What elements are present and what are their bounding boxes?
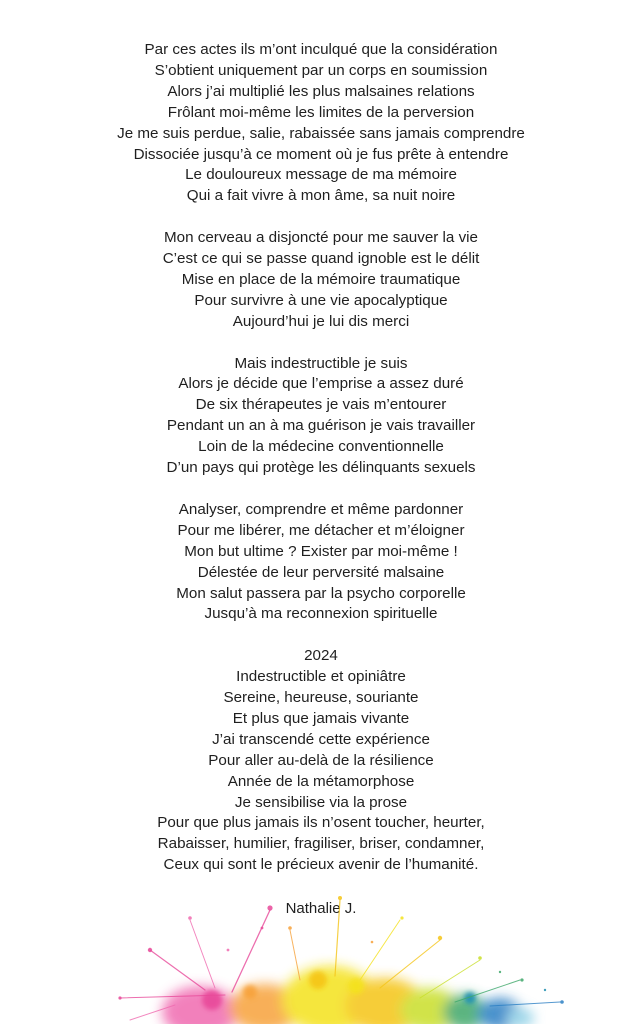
stanza [0,646,642,876]
poem-line: Mon but ultime ? Exister par moi-même ! [184,542,458,560]
poem-line: Aujourd’hui je lui dis merci [232,312,410,330]
poem-line: Pour aller au-delà de la résilience [208,751,434,769]
poem-line: Ceux qui sont le précieux avenir de l’humanité. [163,856,479,874]
poem-line: C’est ce qui se passe quand ignoble est le délit [162,250,480,268]
poem-line: J’ai transcendé cette expérience [212,730,430,748]
poem-line: Le douloureux message de ma mémoire [185,166,457,184]
poem-line: Sereine, heureuse, souriante [223,689,419,707]
poem-line: Mon salut passera par la psycho corporelle [176,584,466,602]
poem-line: Analyser, comprendre et même pardonner [178,500,464,518]
poem-line: Jusqu’à ma reconnexion spirituelle [204,605,438,623]
signature: Nathalie J. [285,900,357,917]
stanza [0,228,642,333]
stanza [0,500,642,625]
poem-line: De six thérapeutes je vais m’entourer [195,396,447,414]
poem-line: Loin de la médecine conventionnelle [198,438,444,456]
stanza [0,40,642,207]
watercolor-splash [0,880,642,1024]
poem-line: S’obtient uniquement par un corps en soumission [154,61,488,79]
poem-line: Pendant un an à ma guérison je vais travailler [166,417,476,435]
poem-line: 2024 [304,647,338,665]
poem-line: Mais indestructible je suis [234,354,408,372]
poem-line: D’un pays qui protège les délinquants sexuels [166,459,476,477]
stanza [0,354,642,479]
poem-line: Pour me libérer, me détacher et m’éloigner [177,521,465,539]
poem-line: Mon cerveau a disjoncté pour me sauver la vie [163,229,479,247]
poem-line: Et plus que jamais vivante [232,709,410,727]
poem-line: Pour que plus jamais ils n’osent toucher, heurter, [157,814,485,832]
poem-line: Année de la métamorphose [227,772,415,790]
poem-line: Rabaisser, humilier, fragiliser, briser, condamner, [157,835,485,853]
poem-line: Je me suis perdue, salie, rabaissée sans jamais comprendre [117,124,525,142]
poem-line: Qui a fait vivre à mon âme, sa nuit noire [186,187,456,205]
poem-line: Je sensibilise via la prose [234,793,408,811]
poem-line: Indestructible et opiniâtre [236,668,406,686]
poem-line: Pour survivre à une vie apocalyptique [194,291,448,309]
poem-line: Par ces actes ils m’ont inculqué que la considération [144,41,498,58]
poem-line: Dissociée jusqu’à ce moment où je fus prête à entendre [133,145,509,163]
poem-line: Frôlant moi-même les limites de la perversion [167,103,475,121]
poem [0,40,642,897]
poem-line: Alors j’ai multiplié les plus malsaines relations [167,82,475,100]
poem-line: Alors je décide que l’emprise a assez duré [178,375,464,393]
poem-line: Délestée de leur perversité malsaine [197,563,445,581]
poem-line: Mise en place de la mémoire traumatique [181,270,461,288]
